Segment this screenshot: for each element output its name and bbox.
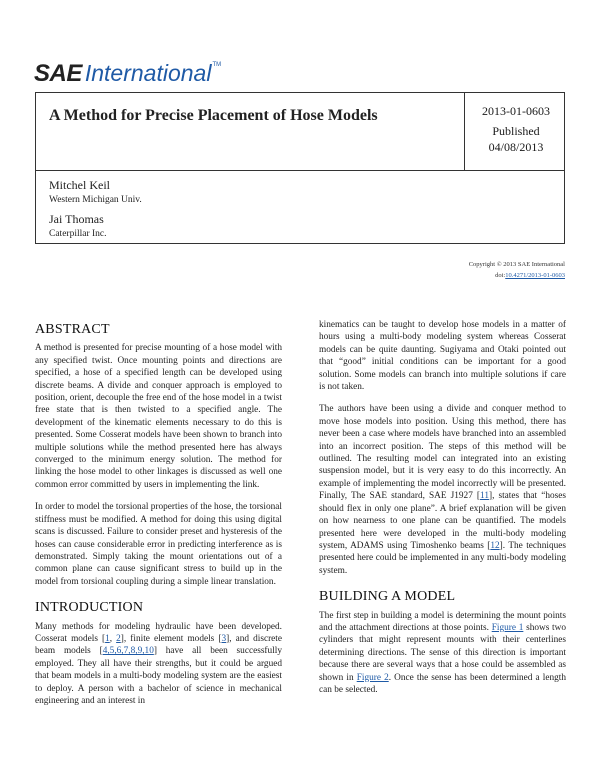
text-run: shows two cylinders that might represent mounts with their centerlines determining directions. The sense of this direction is important because there are several ways that a hose could be assembled as shown in	[319, 622, 567, 683]
author-name: Mitchel Keil	[49, 178, 110, 192]
copyright-block	[469, 259, 565, 281]
abstract-heading: ABSTRACT	[35, 322, 110, 337]
text-run: The authors have been using a divide and conquer method to move hose models into position. Using this method, there has never been a case where models have branched into an assembled into an incorrect position. The steps of this method will be outlined. The resulting model can integrated into an existing suspension model, but it is very easy to do this incorrectly. An example of implementing the model incorrectly will be presented. Finally, The SAE standard, SAE J1927 [	[319, 404, 566, 502]
copyright-line: Copyright © 2013 SAE International	[468, 261, 565, 268]
text-run: ], states that “hoses should flex in only one plane”. A brief explanation will be given on how nearness to one plane can be quantified. The models presented here were developed in the multi-body modeling system, ADAMS using Timoshenko beams [	[319, 491, 566, 551]
title-divider	[464, 93, 465, 170]
right-column	[319, 319, 566, 706]
publish-date: 04/08/2013	[488, 140, 544, 154]
authors-box	[35, 170, 565, 244]
author-name: Jai Thomas	[49, 212, 104, 226]
text-run: ], and discrete beam models [	[35, 633, 282, 657]
author-block	[49, 178, 142, 205]
left-column	[35, 324, 282, 717]
logo-sae-text: SAE	[34, 60, 82, 87]
author-block	[49, 212, 107, 239]
introduction-paragraph	[319, 403, 566, 577]
figure-link[interactable]: Figure 1	[491, 622, 524, 633]
introduction-heading: INTRODUCTION	[35, 600, 144, 616]
author-affiliation: Caterpillar Inc.	[49, 229, 107, 239]
paper-title: A Method for Precise Placement of Hose Models	[49, 107, 378, 124]
publish-status: Published	[492, 124, 540, 138]
logo-international-text: International	[84, 60, 212, 86]
doi-link[interactable]: 10.4271/2013-01-0603	[505, 272, 565, 279]
abstract-paragraph: In order to model the torsional properties of the hose, the torsional stiffness must be modified. A method for doing this using digital scans is discussed. Failure to consider preset and hysteresis of the hoses can cause considerable error in predicting interference as is demonstrated. Simply taking the mount orientations out of a common plane can cause significant stress to build up in the model from torsional coupling during a simple linear translation.	[35, 502, 282, 587]
logo-trademark: TM	[212, 62, 222, 68]
text-run: Many methods for modeling hydraulic have been developed. Cosserat models [	[35, 621, 282, 644]
sae-international-logo	[34, 60, 221, 90]
title-box	[35, 92, 565, 171]
building-paragraph	[319, 610, 566, 697]
citation-link[interactable]: 2	[116, 633, 121, 644]
building-model-heading: BUILDING A MODEL	[319, 589, 456, 605]
text-run: ]. The techniques presented here could be implemented in any multi-body modeling system.	[319, 540, 566, 576]
introduction-paragraph: kinematics can be taught to develop hose models in a matter of hours using a multi-body modeling system whereas Cosserat models can be quite daunting. Sugiyama and Otaki pointed out that “good” initial conditions can be important for a good solution. Some models can branch into multiple solutions if care is not taken.	[319, 320, 566, 393]
citation-link[interactable]: 3	[221, 633, 227, 644]
doi-prefix: doi:	[495, 272, 506, 279]
text-run: ], finite element models [	[120, 633, 222, 644]
author-affiliation: Western Michigan Univ.	[49, 195, 142, 205]
paper-number: 2013-01-0603	[482, 104, 550, 118]
citation-link[interactable]: 1	[105, 633, 110, 644]
figure-link[interactable]: Figure 2	[356, 672, 389, 683]
doi-line	[469, 270, 565, 281]
text-run: . Once the sense has been determined a length can be selected.	[319, 672, 566, 695]
citation-link[interactable]: 12	[490, 540, 500, 551]
citation-link[interactable]: 11	[480, 491, 489, 502]
introduction-paragraph	[35, 621, 282, 708]
text-run: ] have all been successfully employed. They all have their strengths, but it could be argued that beam models in a multi-body modeling system are the easiest to deploy. A person with a bachelor of science in mechanical engineering and an interest in	[35, 646, 282, 706]
text-run: The first step in building a model is determining the mount points and the attachment directions at those points.	[319, 610, 566, 633]
paper-meta	[466, 103, 566, 155]
citation-link[interactable]: 4,5,6,7,8,9,10	[102, 646, 154, 657]
abstract-paragraph: A method is presented for precise mounting of a hose model with any specified twist. Once mounting points and directions are specified, a hose of a specified length can be developed using discrete beams. A divide and conquer approach is employed to position, orient, decouple the free end of the hose model in a twist free state that is then twisted to a specified angle. The development of the kinematic elements necessary to do this is presented. Some Cosserat models have been shown to branch into multiple solutions while the method presented here has always converged to the minimum energy solution. The method for linking the hose model to other linkages is discussed as well one common error committed by users in implementing the link.	[35, 343, 282, 490]
text-run: ,	[109, 633, 117, 644]
